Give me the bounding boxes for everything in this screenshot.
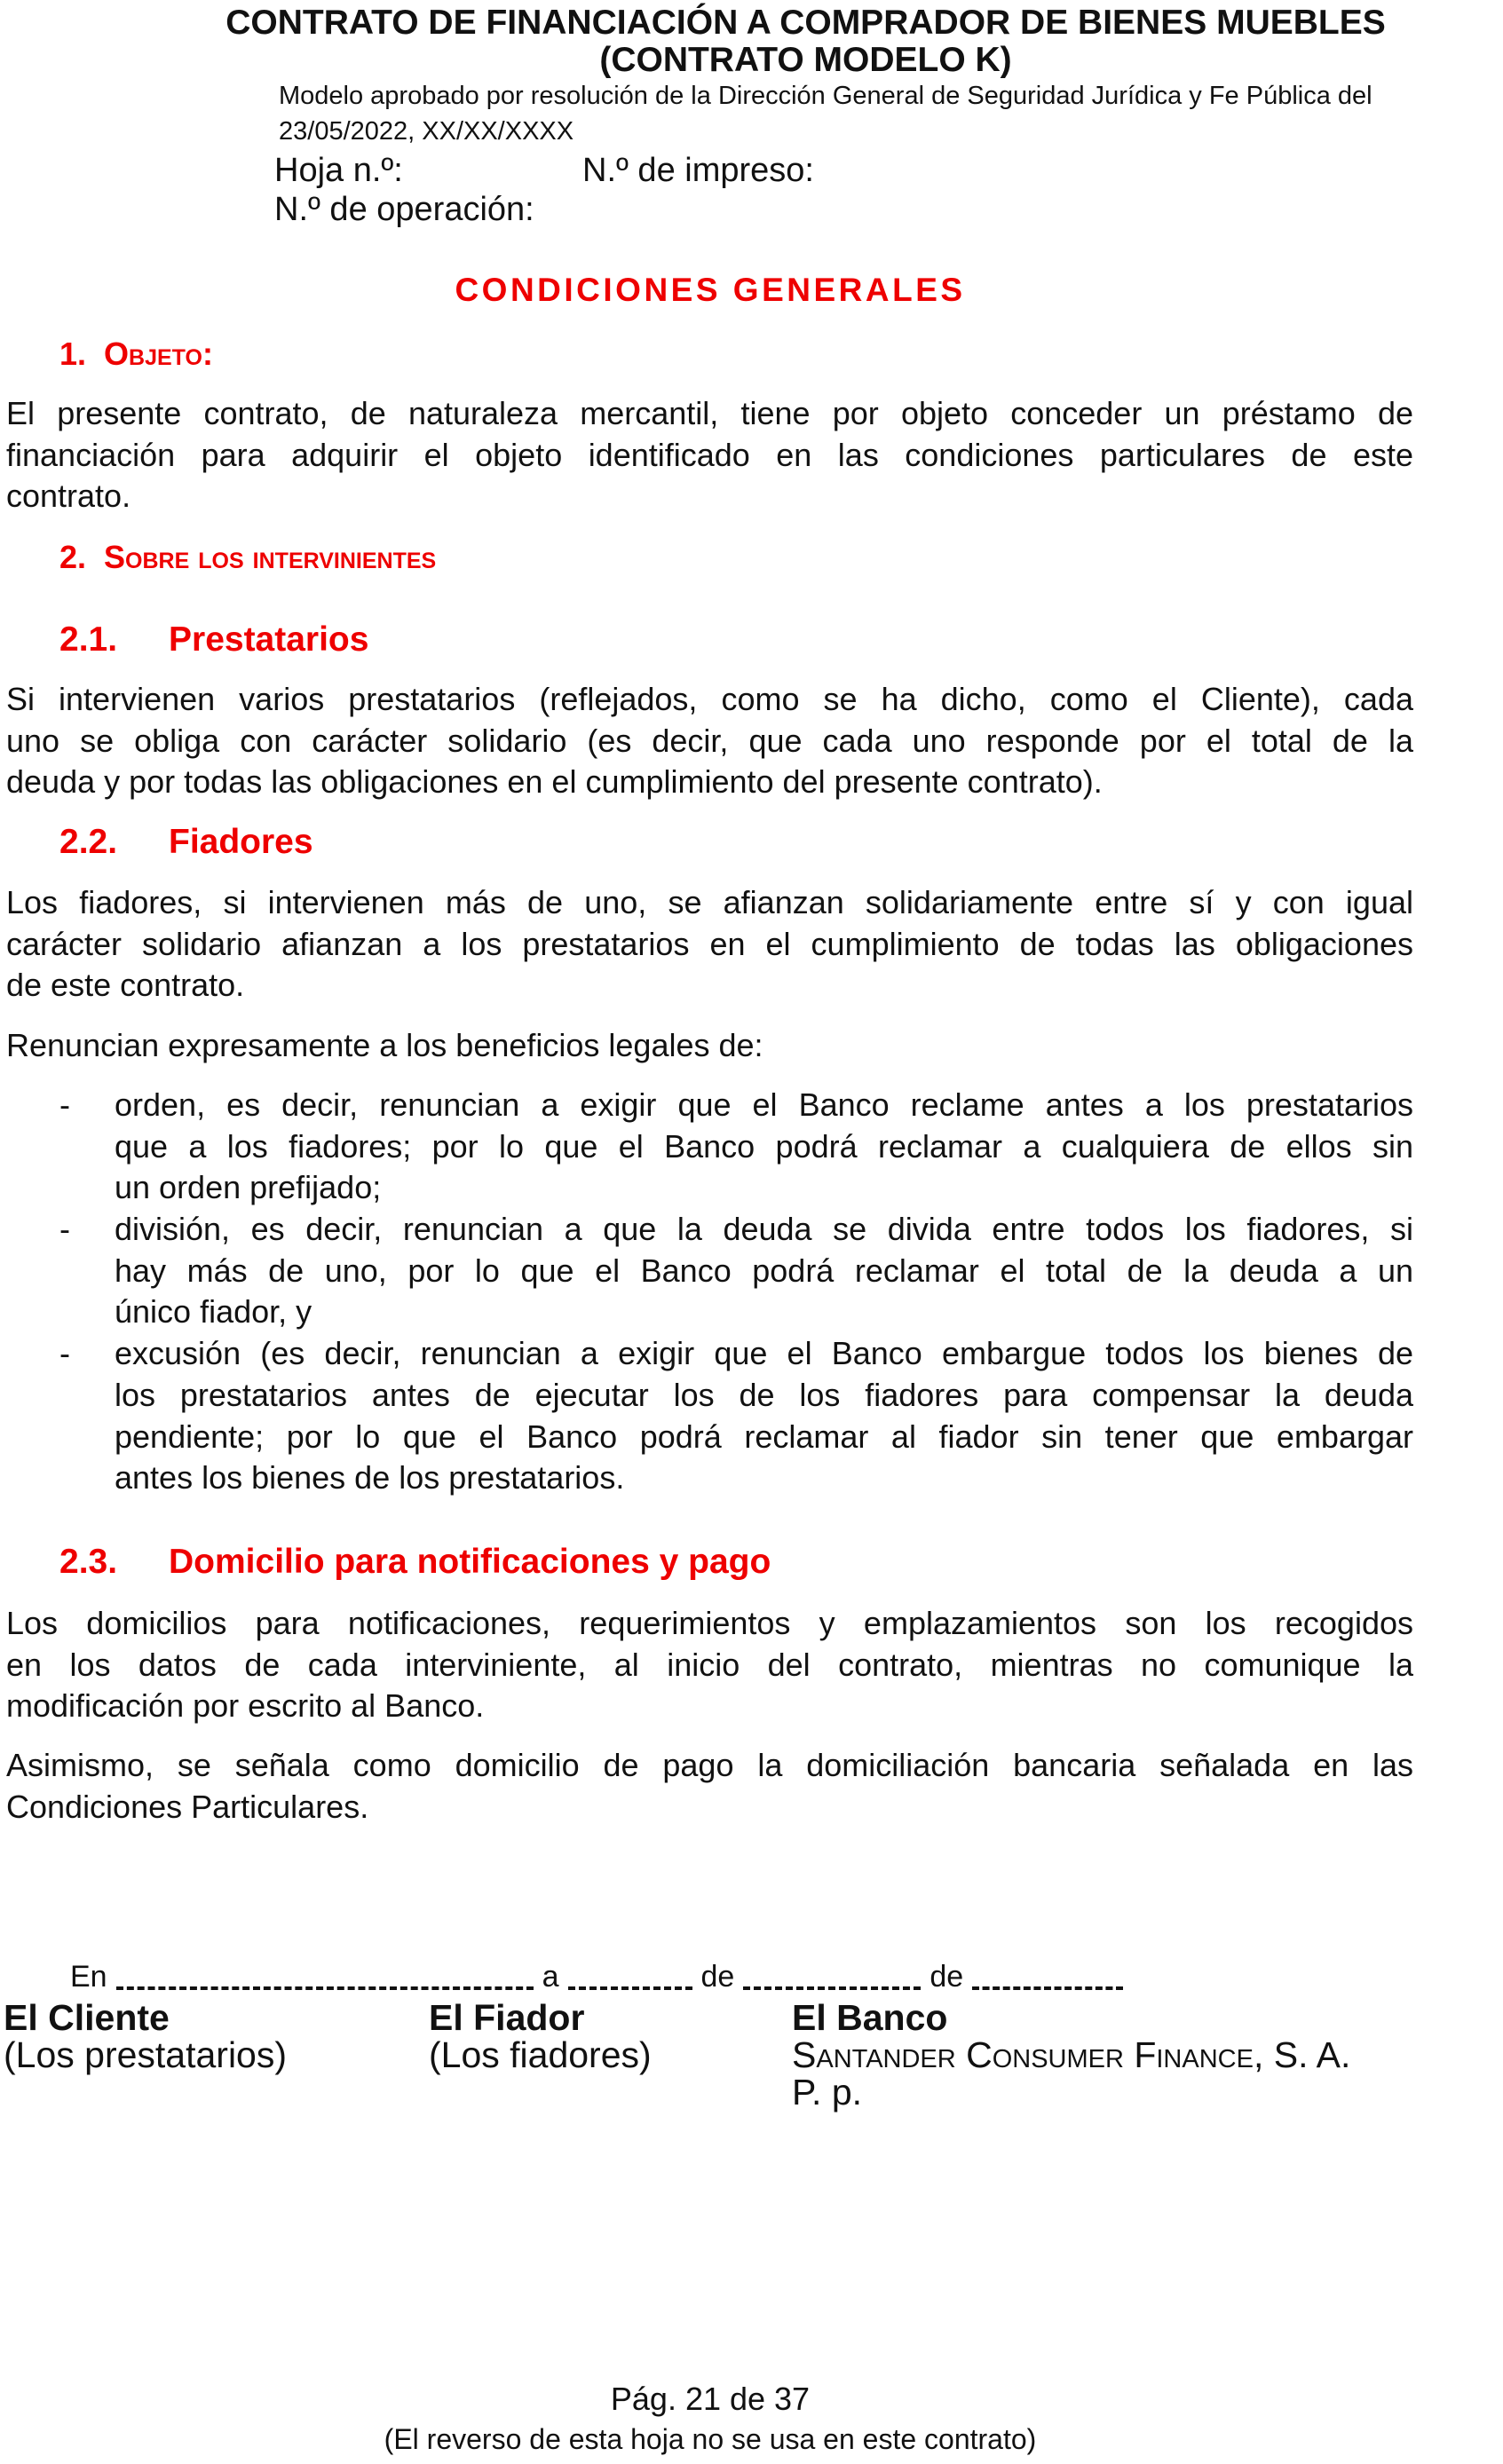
place-field[interactable] — [116, 1986, 534, 1990]
approval-note: Modelo aprobado por resolución de la Dirección General de Seguridad Jurídica y Fe Pública del — [279, 82, 1372, 110]
sheet-number-label: Hoja n.º: — [274, 152, 403, 189]
heading-number: 2. — [59, 539, 87, 575]
text-line: Asimismo, se señala como domicilio de pago la domiciliación bancaria señalada en las — [6, 1747, 1413, 1783]
text-line: deuda y por todas las obligaciones en el cumplimiento del presente contrato). — [6, 763, 1103, 801]
print-number-label: N.º de impreso: — [582, 152, 814, 189]
heading-number: 2.1. — [59, 620, 118, 659]
text-line: orden, es decir, renuncian a exigir que el Banco reclame antes a los prestatarios — [115, 1086, 1413, 1123]
text-line: uno se obliga con carácter solidario (es decir, que cada uno responde por el total de la — [6, 722, 1413, 759]
text-line: Renuncian expresamente a los beneficios legales de: — [6, 1027, 763, 1063]
text-line: los prestatarios antes de ejecutar los de los fiadores para compensar la deuda — [115, 1376, 1413, 1413]
paragraph-renuncian — [6, 1025, 1413, 1067]
heading-objeto — [59, 336, 213, 373]
year-field[interactable] — [972, 1986, 1123, 1990]
text-line: modificación por escrito al Banco. — [6, 1687, 485, 1725]
text-line: un orden prefijado; — [115, 1169, 382, 1206]
heading-label: Prestatarios — [169, 620, 369, 659]
benefits-list — [59, 1085, 1413, 1499]
paragraph-fiadores — [6, 882, 1413, 1007]
text-line: pendiente; por lo que el Banco podrá reclamar al fiador sin tener que embargar — [115, 1418, 1413, 1455]
text-line: que a los fiadores; por lo que el Banco podrá reclamar a cualquiera de ellos sin — [115, 1127, 1413, 1165]
page-number: Pág. 21 de 37 — [610, 2381, 811, 2417]
bank-name: Santander Consumer Finance, S. A. — [792, 2034, 1351, 2075]
bullet-dash: - — [59, 1211, 70, 1248]
guarantor-subtitle: (Los fiadores) — [429, 2034, 652, 2075]
month-label: de — [700, 1960, 735, 1994]
text-line: financiación para adquirir el objeto identificado en las condiciones particulares de este — [6, 436, 1413, 473]
day-label: a — [542, 1960, 559, 1994]
heading-intervinientes — [59, 539, 436, 576]
bank-pp: P. p. — [792, 2072, 863, 2113]
heading-number: 1. — [59, 336, 87, 372]
day-field[interactable] — [568, 1986, 692, 1990]
heading-label: Domicilio para notificaciones y pago — [169, 1543, 771, 1581]
text-line: El presente contrato, de naturaleza mercantil, tiene por objeto conceder un préstamo de — [6, 395, 1413, 431]
bank-title: El Banco — [792, 1997, 948, 2038]
paragraph-domicilios — [6, 1603, 1413, 1727]
text-line: carácter solidario afianzan a los prestatarios en el cumplimiento de todas las obligaciones — [6, 925, 1413, 962]
text-line: Si intervienen varios prestatarios (reflejados, como se ha dicho, como el Cliente), cada — [6, 681, 1413, 717]
approval-date: 23/05/2022, XX/XX/XXXX — [279, 117, 574, 146]
document-title: CONTRATO DE FINANCIACIÓN A COMPRADOR DE BIENES MUEBLES — [225, 4, 1386, 42]
place-label: En — [70, 1960, 107, 1994]
heading-number: 2.2. — [59, 823, 118, 861]
text-line: excusión (es decir, renuncian a exigir que el Banco embargue todos los bienes de — [115, 1335, 1413, 1372]
heading-label: Fiadores — [169, 823, 313, 861]
operation-number-label: N.º de operación: — [274, 191, 534, 228]
place-date-line — [70, 1959, 1132, 1994]
text-line: hay más de uno, por lo que el Banco podrá reclamar el total de la deuda a un — [115, 1252, 1413, 1289]
signature-client — [4, 1999, 287, 2073]
heading-label: Objeto: — [104, 336, 213, 372]
text-line: división, es decir, renuncian a que la deuda se divida entre todos los fiadores, si — [115, 1211, 1413, 1248]
heading-number: 2.3. — [59, 1543, 118, 1581]
list-item — [59, 1085, 1413, 1209]
text-line: Los fiadores, si intervienen más de uno, se afianzan solidariamente entre sí y con igual — [6, 884, 1413, 920]
reverse-note: (El reverso de esta hoja no se usa en este contrato) — [384, 2423, 1037, 2455]
text-line: Los domicilios para notificaciones, requerimientos y emplazamientos son los recogidos — [6, 1605, 1413, 1641]
paragraph-asimismo — [6, 1745, 1413, 1828]
heading-label: Sobre los intervinientes — [104, 539, 437, 575]
guarantor-title: El Fiador — [429, 1997, 585, 2038]
list-item — [59, 1333, 1413, 1499]
text-line: contrato. — [6, 478, 131, 515]
bullet-dash: - — [59, 1086, 70, 1123]
client-subtitle: (Los prestatarios) — [4, 2034, 288, 2075]
text-line: en los datos de cada interviniente, al inicio del contrato, mientras no comunique la — [6, 1646, 1413, 1683]
text-line: único fiador, y — [115, 1293, 312, 1331]
signature-bank — [792, 1999, 1350, 2111]
section-title: CONDICIONES GENERALES — [455, 272, 966, 308]
text-line: antes los bienes de los prestatarios. — [115, 1459, 625, 1497]
month-field[interactable] — [743, 1986, 921, 1990]
year-label: de — [929, 1960, 964, 1994]
heading-domicilio — [59, 1543, 771, 1582]
heading-prestatarios — [59, 620, 369, 659]
document-subtitle: (CONTRATO MODELO K) — [599, 41, 1012, 79]
signature-guarantor — [429, 1999, 652, 2073]
client-title: El Cliente — [4, 1997, 170, 2038]
paragraph-objeto — [6, 393, 1413, 517]
heading-fiadores — [59, 823, 313, 862]
paragraph-prestatarios — [6, 679, 1413, 803]
list-item — [59, 1209, 1413, 1333]
bullet-dash: - — [59, 1335, 70, 1372]
text-line: de este contrato. — [6, 967, 245, 1004]
text-line: Condiciones Particulares. — [6, 1788, 369, 1825]
